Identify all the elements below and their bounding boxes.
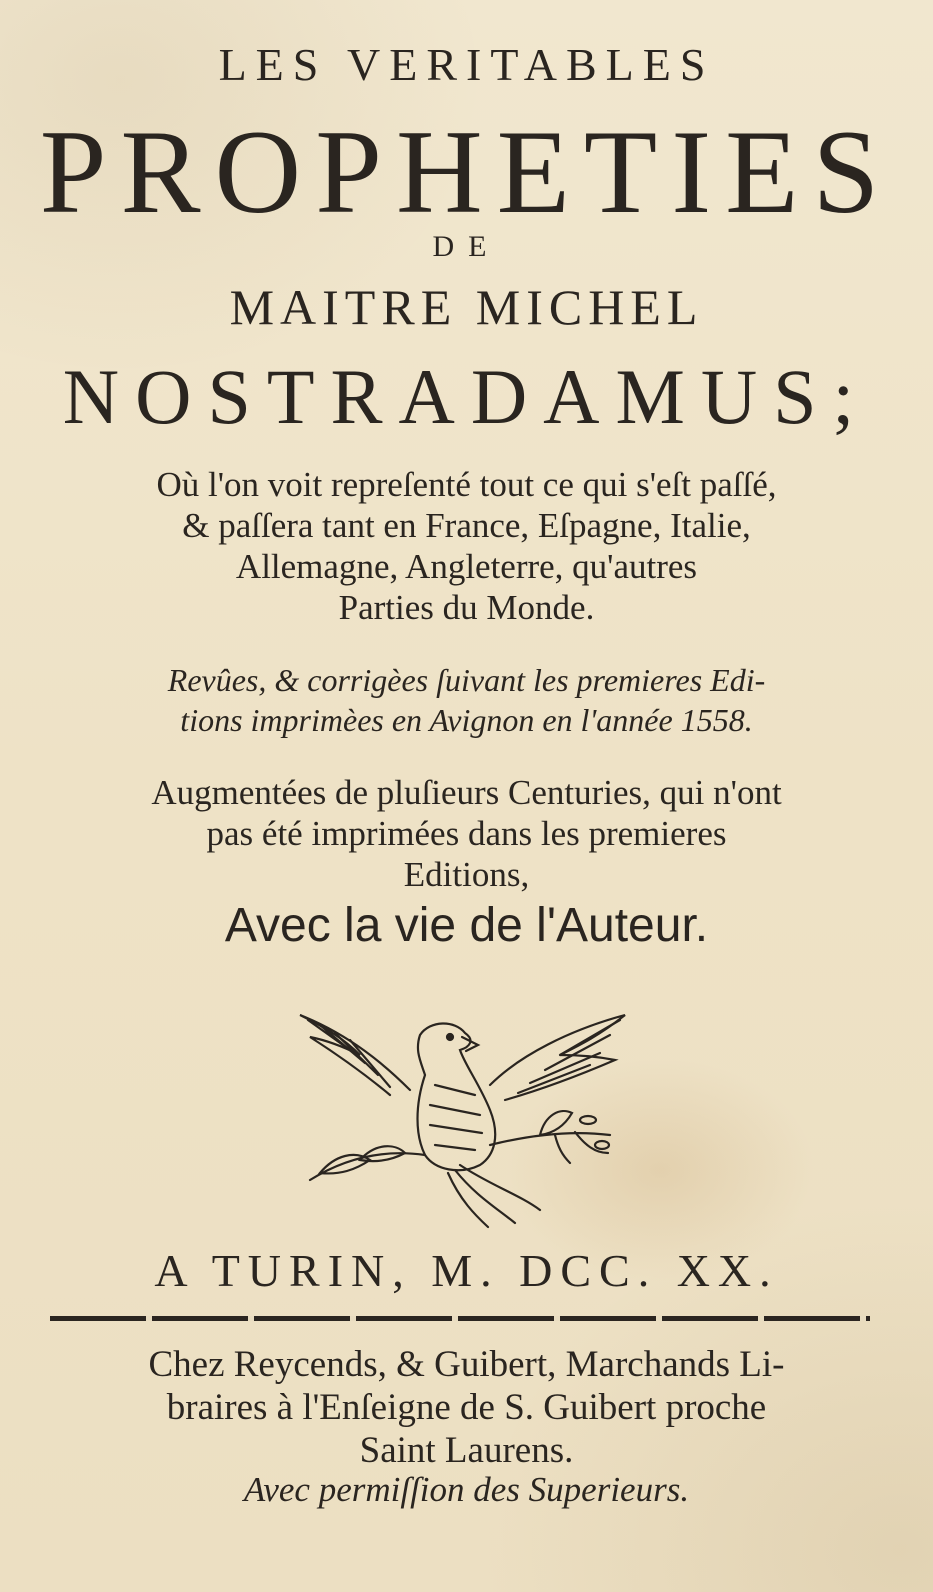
title-line-de: DE <box>432 230 501 263</box>
revised-line: Revûes, & corrigèes ſuivant les premieres Edi- <box>167 662 766 698</box>
augmented-line: pas été imprimées dans les premieres <box>206 814 727 853</box>
description-line: Où l'on voit repreſenté tout ce qui s'eſt paſſé, <box>156 465 777 504</box>
description-line: Allemagne, Angleterre, qu'autres <box>235 547 698 586</box>
augmented-line: Augmentées de pluſieurs Centuries, qui n'ont <box>151 773 782 812</box>
publisher-line: braires à l'Enſeigne de S. Guibert proche <box>166 1387 767 1428</box>
description-line: Parties du Monde. <box>338 588 595 627</box>
permission-line: Avec permiſſion des Superieurs. <box>243 1470 690 1509</box>
imprint-line: A TURIN, M. DCC. XX. <box>154 1245 779 1296</box>
title-line-les-veritables: LES VERITABLES <box>218 39 715 90</box>
title-line-nostradamus: NOSTRADAMUS; <box>62 353 871 440</box>
eagle-icon <box>290 995 630 1230</box>
title-line-propheties: PROPHETIES <box>39 105 894 238</box>
publisher-line: Chez Reycends, & Guibert, Marchands Li- <box>148 1344 785 1385</box>
description-line: & paſſera tant en France, Eſpagne, Italie, <box>182 506 751 545</box>
author-line: Avec la vie de l'Auteur. <box>224 899 709 952</box>
revised-line: tions imprimèes en Avignon en l'année 1558. <box>180 702 753 738</box>
publisher-line: Saint Laurens. <box>359 1430 574 1471</box>
divider-rule <box>50 1316 870 1321</box>
augmented-line: Editions, <box>403 855 530 894</box>
title-line-maitre-michel: MAITRE MICHEL <box>229 279 704 335</box>
